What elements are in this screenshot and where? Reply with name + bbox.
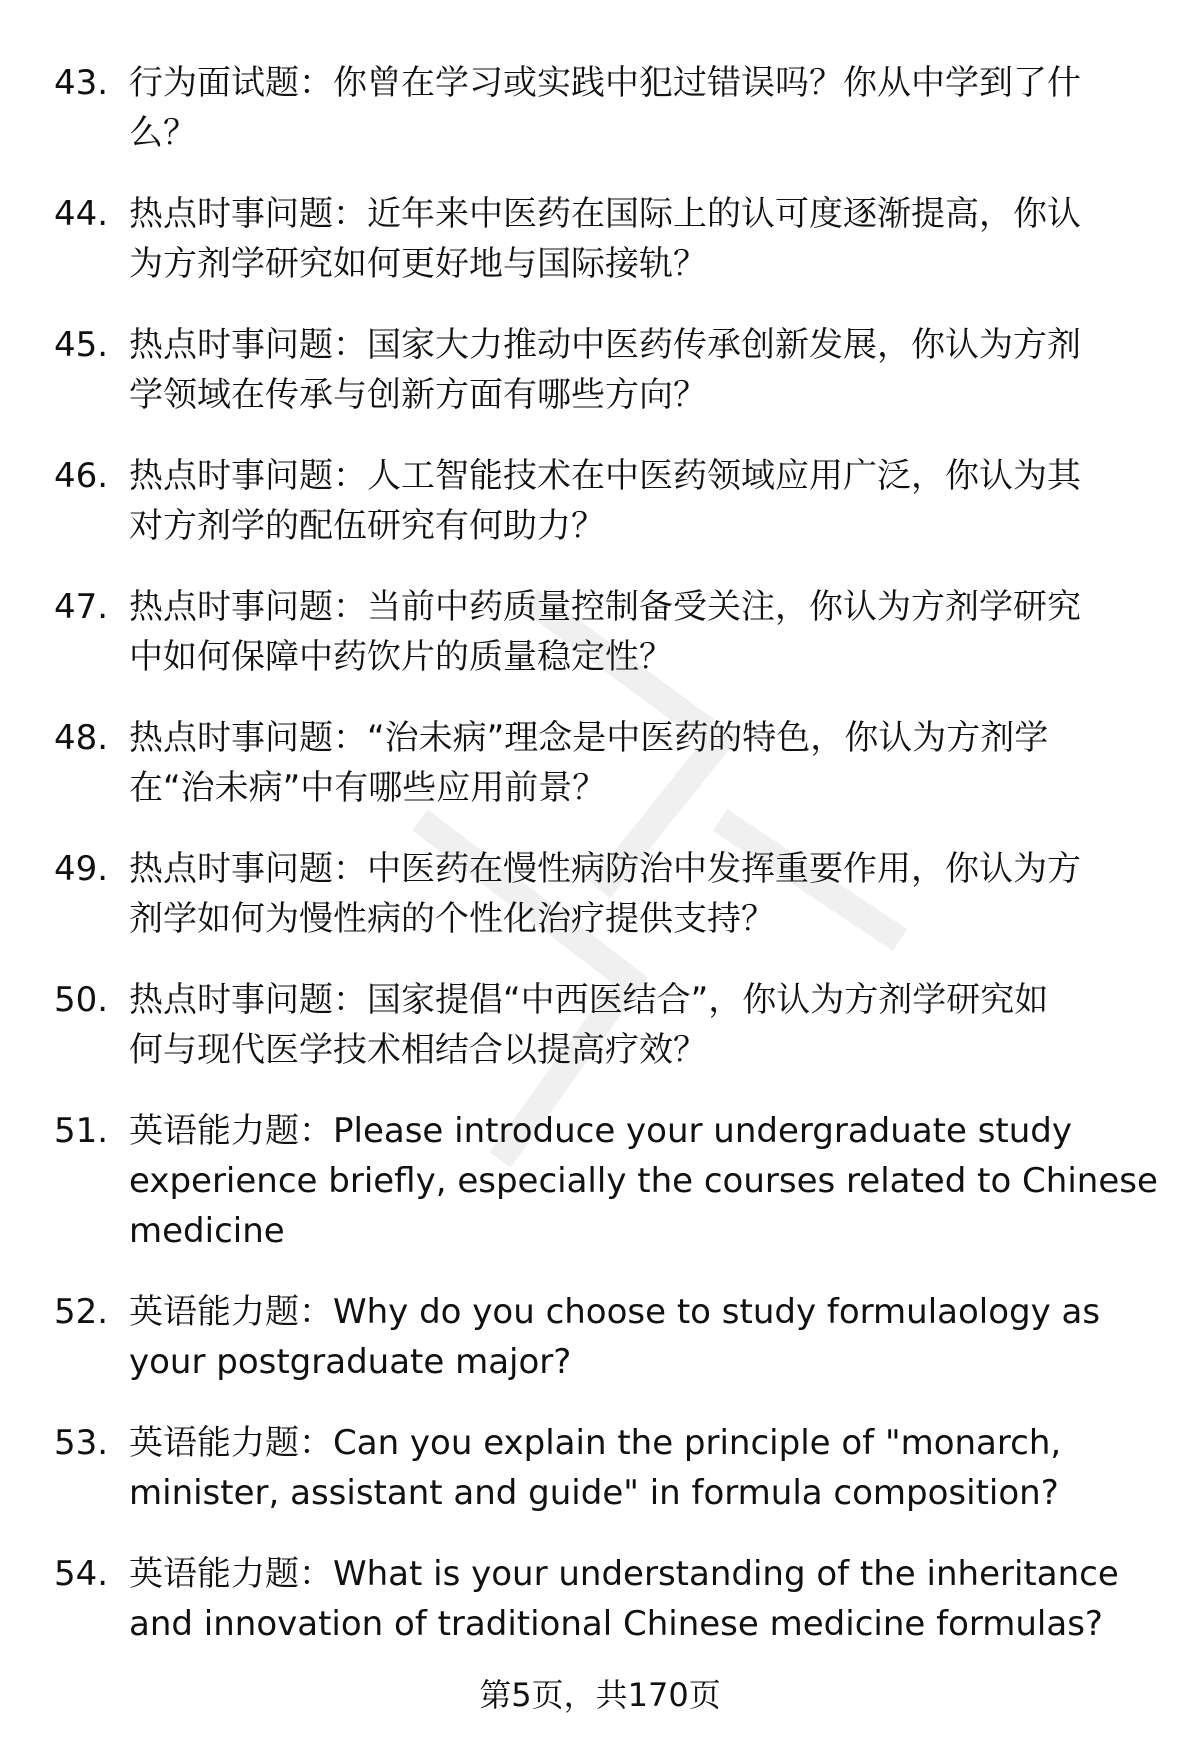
question-text-line: 行为面试题：你曾在学习或实践中犯过错误吗？你从中学到了什 [129, 63, 1081, 103]
question-text-line: and innovation of traditional Chinese medicine formulas? [129, 1604, 1103, 1644]
question-text-line: 英语能力题：Why do you choose to study formulaology as [129, 1292, 1101, 1332]
question-number: 47. [54, 587, 109, 627]
question-item [0, 1549, 1200, 1649]
question-item [0, 582, 1200, 682]
question-number: 54. [54, 1554, 109, 1594]
question-text-line: 热点时事问题：“治未病”理念是中医药的特色，你认为方剂学 [129, 718, 1049, 758]
question-list [0, 58, 1200, 1680]
question-number: 50. [54, 980, 109, 1020]
question-text-line: 英语能力题：Please introduce your undergraduate study [129, 1111, 1073, 1151]
question-item [0, 1287, 1200, 1387]
question-text-line: 学领域在传承与创新方面有哪些方向？ [129, 375, 707, 415]
question-text-line: 英语能力题：Can you explain the principle of "monarch, [129, 1423, 1062, 1463]
question-number: 44. [54, 194, 109, 234]
question-text-line: 热点时事问题：人工智能技术在中医药领域应用广泛，你认为其 [129, 456, 1081, 496]
question-number: 52. [54, 1292, 109, 1332]
question-text-line: experience briefly, especially the courses related to Chinese [129, 1161, 1158, 1201]
question-item [0, 1418, 1200, 1518]
question-text-line: 中如何保障中药饮片的质量稳定性？ [129, 637, 673, 677]
page-footer: 第5页，共170页 [479, 1676, 721, 1714]
question-text-line: 热点时事问题：近年来中医药在国际上的认可度逐渐提高，你认 [129, 194, 1081, 234]
question-number: 48. [54, 718, 109, 758]
question-text-line: 热点时事问题：国家大力推动中医药传承创新发展，你认为方剂 [129, 325, 1081, 365]
question-number: 45. [54, 325, 109, 365]
question-item [0, 975, 1200, 1075]
question-text-line: 热点时事问题：中医药在慢性病防治中发挥重要作用，你认为方 [129, 849, 1081, 889]
question-text-line: 剂学如何为慢性病的个性化治疗提供支持？ [129, 899, 775, 939]
question-item [0, 1106, 1200, 1256]
question-text-line: minister, assistant and guide" in formula composition? [129, 1473, 1059, 1513]
question-item [0, 320, 1200, 420]
question-number: 49. [54, 849, 109, 889]
question-number: 46. [54, 456, 109, 496]
question-text-line: 对方剂学的配伍研究有何助力？ [129, 506, 605, 546]
question-text-line: your postgraduate major? [129, 1342, 572, 1382]
question-text-line: 英语能力题：What is your understanding of the inheritance [129, 1554, 1119, 1594]
question-text-line: medicine [129, 1211, 285, 1251]
question-item [0, 844, 1200, 944]
question-text-line: 热点时事问题：当前中药质量控制备受关注，你认为方剂学研究 [129, 587, 1081, 627]
question-item [0, 713, 1200, 813]
question-item [0, 58, 1200, 158]
question-number: 51. [54, 1111, 109, 1151]
question-text-line: 在“治未病”中有哪些应用前景？ [129, 768, 607, 808]
question-number: 53. [54, 1423, 109, 1463]
question-number: 43. [54, 63, 109, 103]
question-text-line: 为方剂学研究如何更好地与国际接轨？ [129, 244, 707, 284]
question-text-line: 热点时事问题：国家提倡“中西医结合”，你认为方剂学研究如 [129, 980, 1049, 1020]
question-item [0, 189, 1200, 289]
question-item [0, 451, 1200, 551]
question-text-line: 么？ [129, 113, 197, 153]
question-text-line: 何与现代医学技术相结合以提高疗效？ [129, 1030, 707, 1070]
